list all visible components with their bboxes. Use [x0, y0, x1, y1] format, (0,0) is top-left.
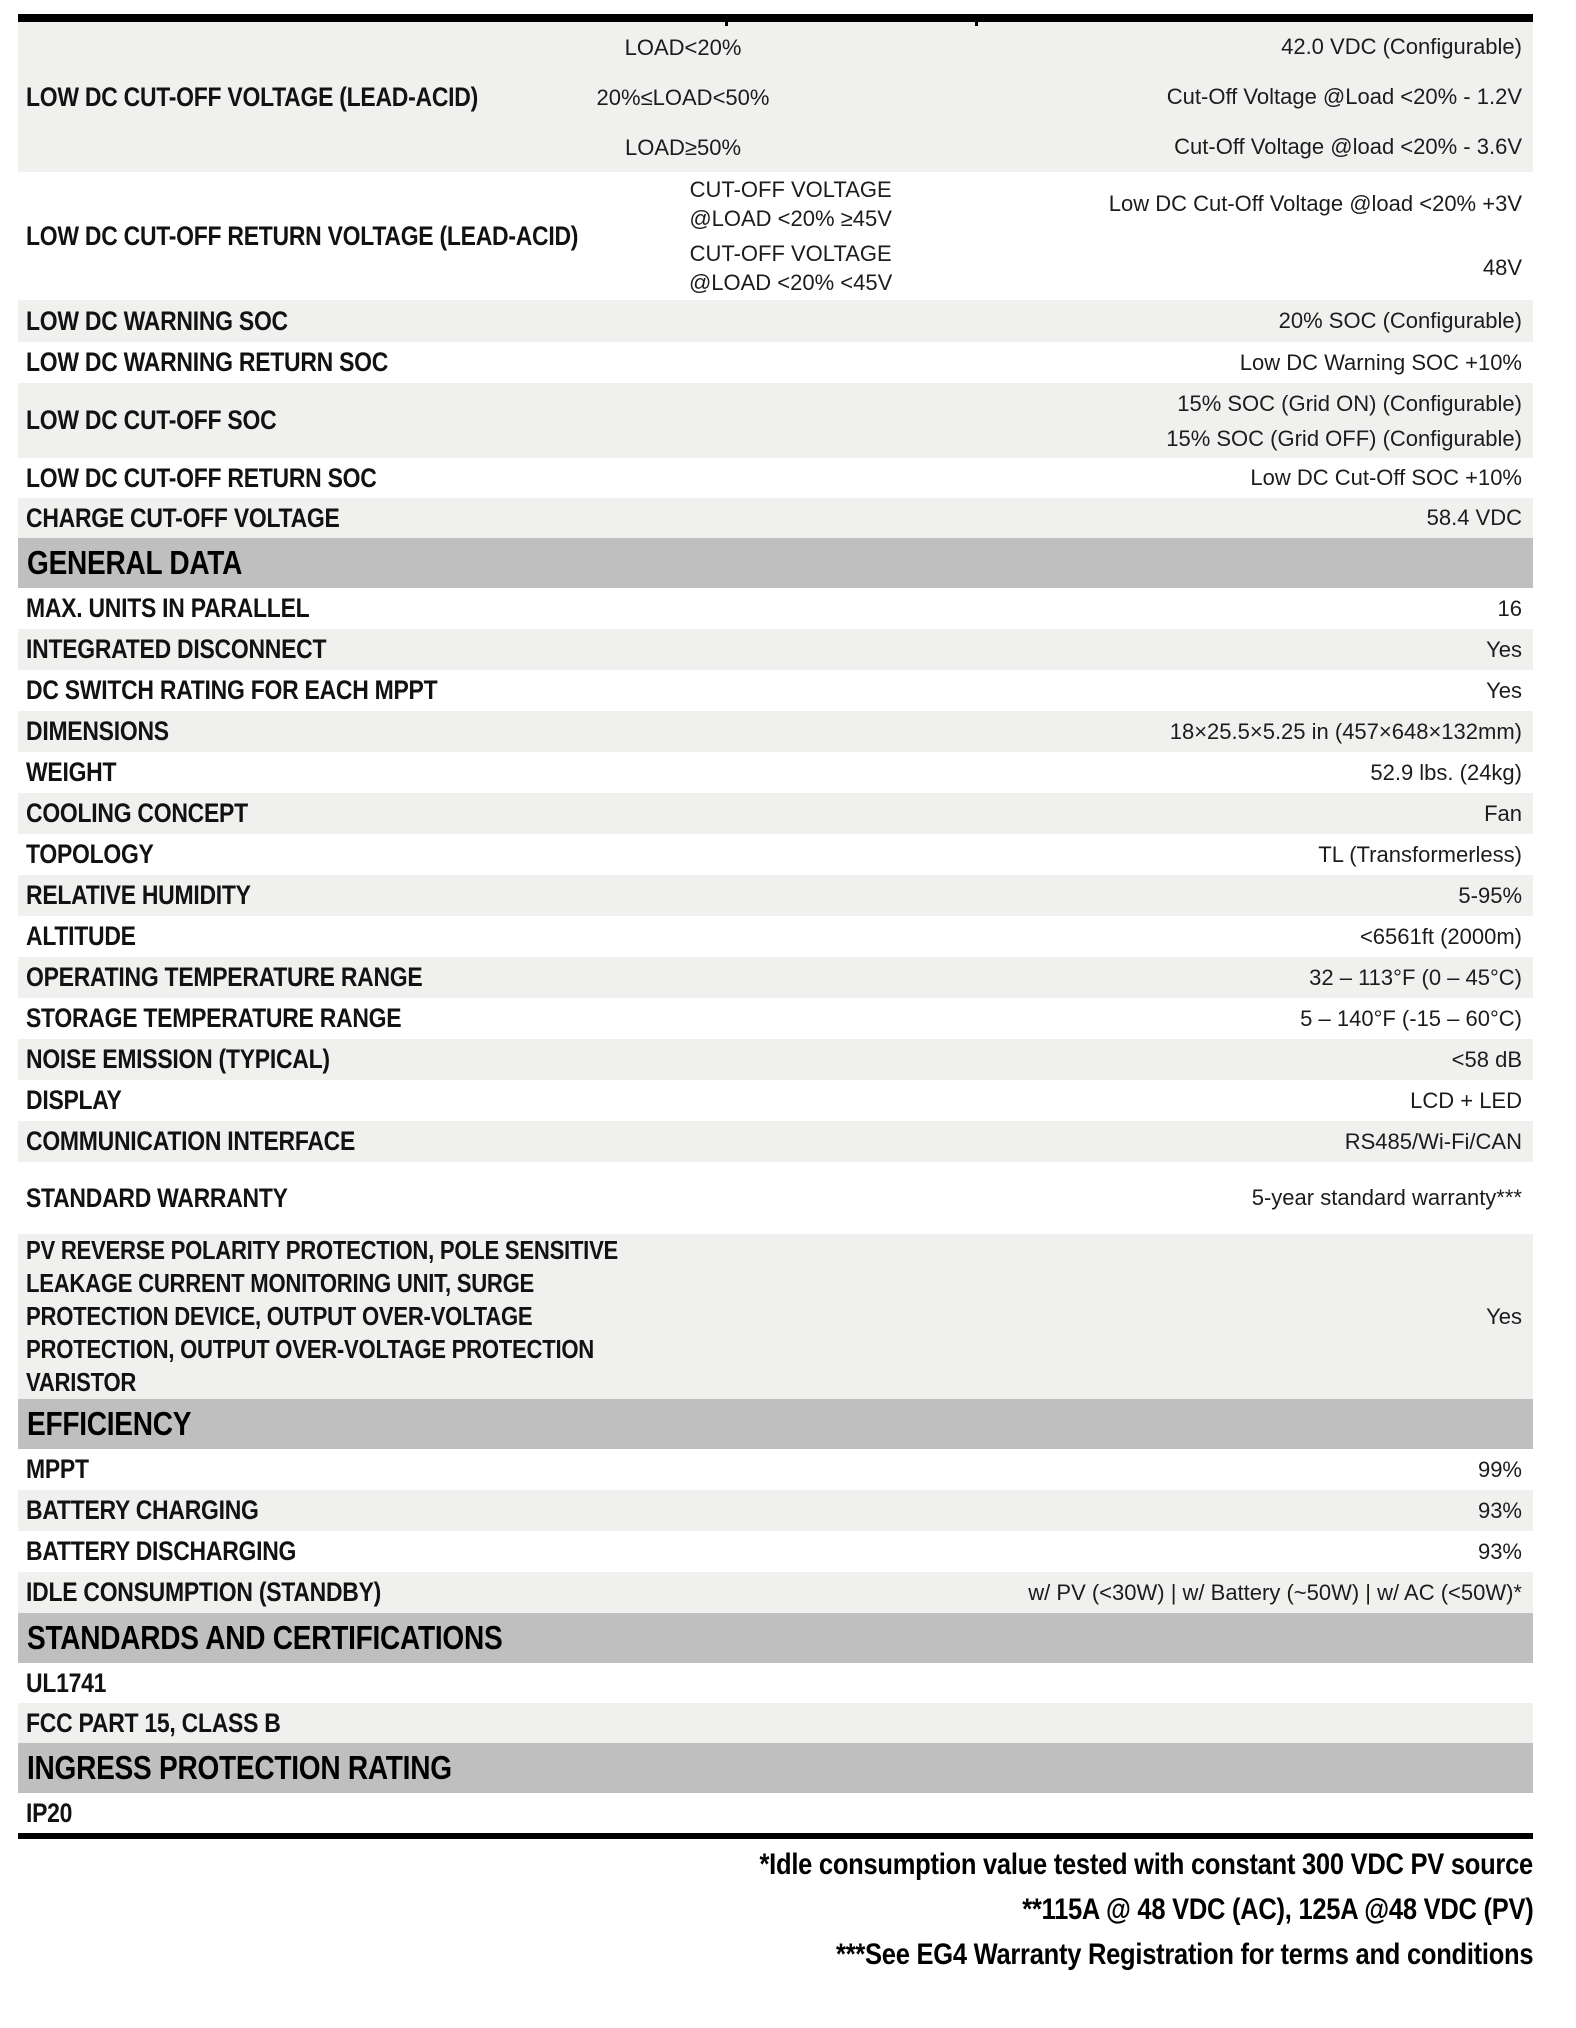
condition-cell: [676, 239, 906, 297]
value-cell: 58.4 VDC: [1426, 505, 1522, 530]
section-header-efficiency: [18, 1399, 1533, 1449]
value-cell: Low DC Warning SOC +10%: [1239, 349, 1522, 375]
footnote-text: **115A @ 48 VDC (AC), 125A @48 VDC (PV): [1021, 1893, 1533, 1926]
footnote-line: [0, 1890, 1533, 1935]
table-row: [18, 957, 1533, 998]
row-label: NOISE EMISSION (TYPICAL): [26, 1044, 330, 1074]
datasheet-page: [0, 14, 1576, 1980]
section-title: STANDARDS AND CERTIFICATIONS: [27, 1619, 503, 1656]
table-row: [18, 1531, 1533, 1572]
value-cell: Cut-Off Voltage @Load <20% - 1.2V: [1166, 84, 1522, 109]
footnote-text: *Idle consumption value tested with constant 300 VDC PV source: [759, 1848, 1533, 1881]
table-row: [18, 998, 1533, 1039]
row-label: LOW DC CUT-OFF RETURN SOC: [26, 462, 377, 493]
row-label: BATTERY CHARGING: [26, 1495, 259, 1525]
row-label: DISPLAY: [26, 1085, 122, 1115]
row-label: CHARGE CUT-OFF VOLTAGE: [26, 502, 340, 533]
table-row: [18, 300, 1533, 342]
table-row: [18, 458, 1533, 498]
row-label: LOW DC WARNING RETURN SOC: [26, 347, 389, 377]
row-label-multiline: [26, 1234, 723, 1399]
table-row: [18, 1121, 1533, 1162]
row-label: MPPT: [26, 1454, 89, 1484]
row-label-line: PV REVERSE POLARITY PROTECTION, POLE SENSITIVE: [26, 1235, 619, 1265]
value-cell: 5-year standard warranty***: [1251, 1185, 1522, 1210]
table-row: [18, 1039, 1533, 1080]
footnote-text: ***See EG4 Warranty Registration for terms and conditions: [835, 1938, 1533, 1971]
condition-line: CUT-OFF VOLTAGE: [689, 177, 892, 202]
value-cell: Yes: [1486, 1303, 1522, 1329]
row-label: DC SWITCH RATING FOR EACH MPPT: [26, 675, 438, 705]
row-label: STORAGE TEMPERATURE RANGE: [26, 1003, 402, 1033]
table-row: [18, 916, 1533, 957]
table-row: [18, 670, 1533, 711]
table-subrow: [676, 172, 1533, 236]
row-label: LOW DC CUT-OFF RETURN VOLTAGE (LEAD-ACID): [26, 220, 579, 251]
value-cell: 5-95%: [1458, 882, 1522, 908]
condition-cell: [676, 175, 906, 233]
section-title: INGRESS PROTECTION RATING: [27, 1749, 452, 1786]
row-label: IDLE CONSUMPTION (STANDBY): [26, 1577, 382, 1607]
row-label: BATTERY DISCHARGING: [26, 1536, 297, 1566]
footnote-line: [0, 1845, 1533, 1890]
row-label: RELATIVE HUMIDITY: [26, 880, 251, 910]
value-cell: 5 – 140°F (-15 – 60°C): [1300, 1005, 1522, 1031]
table-row: [18, 1449, 1533, 1490]
value-cell: w/ PV (<30W) | w/ Battery (~50W) | w/ AC (<50W)*: [1028, 1579, 1522, 1605]
column-divider-stub: [725, 22, 728, 26]
value-cell: <6561ft (2000m): [1359, 923, 1522, 949]
table-row: [18, 383, 1533, 458]
spec-table: [18, 14, 1533, 1839]
value-cell: 52.9 lbs. (24kg): [1370, 759, 1522, 785]
condition-line: @LOAD <20% ≥45V: [689, 206, 892, 231]
table-row-protection: [18, 1234, 1533, 1399]
row-label: IP20: [26, 1797, 73, 1828]
value-cell: [1166, 386, 1533, 456]
table-row: [18, 1490, 1533, 1531]
value-cell: LCD + LED: [1410, 1087, 1522, 1113]
column-divider-stub: [975, 22, 978, 26]
condition-line: @LOAD <20% <45V: [688, 270, 893, 295]
row-label-line: PROTECTION, OUTPUT OVER-VOLTAGE PROTECTION: [26, 1334, 594, 1364]
table-row: [18, 629, 1533, 670]
row-label: OPERATING TEMPERATURE RANGE: [26, 962, 423, 992]
row-label: COMMUNICATION INTERFACE: [26, 1126, 356, 1156]
value-cell: Low DC Cut-Off Voltage @load <20% +3V: [1108, 191, 1522, 216]
table-row: [18, 588, 1533, 629]
table-top-rule: [18, 14, 1533, 22]
condition-cell: 20%≤LOAD<50%: [596, 84, 770, 110]
section-header-standards: [18, 1613, 1533, 1663]
table-row: [18, 793, 1533, 834]
row-label: LOW DC CUT-OFF VOLTAGE (LEAD-ACID): [26, 81, 478, 112]
row-label-line: LEAKAGE CURRENT MONITORING UNIT, SURGE: [26, 1268, 535, 1298]
condition-line: CUT-OFF VOLTAGE: [689, 241, 892, 266]
value-cell: Yes: [1486, 636, 1522, 662]
row-label: DIMENSIONS: [26, 716, 169, 746]
value-cell: 42.0 VDC (Configurable): [1281, 34, 1522, 59]
table-row: [18, 1663, 1533, 1703]
row-label: LOW DC WARNING SOC: [26, 305, 288, 336]
row-label: INTEGRATED DISCONNECT: [26, 634, 327, 664]
value-cell: Low DC Cut-Off SOC +10%: [1250, 465, 1522, 490]
row-group-label: [18, 172, 676, 300]
value-cell: Fan: [1484, 800, 1522, 826]
table-subrow: [568, 22, 1533, 72]
table-row: [18, 752, 1533, 793]
row-label: WEIGHT: [26, 757, 117, 787]
value-cell: 93%: [1477, 1497, 1522, 1523]
table-row: [18, 834, 1533, 875]
value-cell: 48V: [1482, 255, 1522, 280]
table-subrow: [568, 122, 1533, 172]
table-subrow: [568, 72, 1533, 122]
value-cell: 18×25.5×5.25 in (457×648×132mm): [1169, 718, 1522, 744]
table-row: [18, 1080, 1533, 1121]
table-bottom-rule: [18, 1833, 1533, 1839]
row-label: UL1741: [26, 1667, 107, 1698]
row-label-line: VARISTOR: [26, 1367, 137, 1397]
value-cell: 20% SOC (Configurable): [1278, 308, 1522, 333]
table-row: [18, 498, 1533, 538]
table-row: [18, 1793, 1533, 1833]
value-cell: 16: [1497, 595, 1522, 621]
value-cell: 99%: [1477, 1456, 1522, 1482]
footnotes: [0, 1845, 1533, 1980]
row-label: COOLING CONCEPT: [26, 798, 248, 828]
value-cell: Yes: [1486, 677, 1522, 703]
section-title: GENERAL DATA: [27, 544, 243, 581]
row-label: ALTITUDE: [26, 921, 136, 951]
row-label: TOPOLOGY: [26, 839, 154, 869]
value-line: 15% SOC (Grid ON) (Configurable): [1177, 390, 1522, 416]
value-cell: <58 dB: [1451, 1046, 1522, 1072]
table-row: [18, 711, 1533, 752]
row-group-low-dc-cutoff-voltage: [18, 22, 1533, 172]
row-group-low-dc-cutoff-return-voltage: [18, 172, 1533, 300]
row-label: MAX. UNITS IN PARALLEL: [26, 593, 310, 623]
section-header-general-data: [18, 538, 1533, 588]
row-group-label: [18, 22, 568, 172]
table-subrow: [676, 236, 1533, 300]
value-cell: RS485/Wi-Fi/CAN: [1344, 1128, 1522, 1154]
value-cell: Cut-Off Voltage @load <20% - 3.6V: [1174, 134, 1522, 159]
row-label: LOW DC CUT-OFF SOC: [26, 405, 277, 435]
table-row: [18, 1572, 1533, 1613]
condition-cell: LOAD<20%: [624, 34, 742, 60]
section-title: EFFICIENCY: [27, 1405, 192, 1442]
row-group-subrows: [568, 22, 1533, 172]
value-cell: 32 – 113°F (0 – 45°C): [1309, 964, 1522, 990]
row-label: STANDARD WARRANTY: [26, 1182, 288, 1213]
row-label: FCC PART 15, CLASS B: [26, 1707, 281, 1738]
condition-cell: LOAD≥50%: [624, 134, 741, 160]
value-cell: 93%: [1477, 1538, 1522, 1564]
section-header-ingress: [18, 1743, 1533, 1793]
row-label-line: PROTECTION DEVICE, OUTPUT OVER-VOLTAGE: [26, 1301, 533, 1331]
value-cell: TL (Transformerless): [1318, 841, 1522, 867]
value-line: 15% SOC (Grid OFF) (Configurable): [1166, 425, 1522, 451]
footnote-line: [0, 1935, 1533, 1980]
table-row-standard-warranty: [18, 1162, 1533, 1234]
table-row: [18, 875, 1533, 916]
row-group-subrows: [676, 172, 1533, 300]
table-row: [18, 1703, 1533, 1743]
table-row: [18, 342, 1533, 383]
